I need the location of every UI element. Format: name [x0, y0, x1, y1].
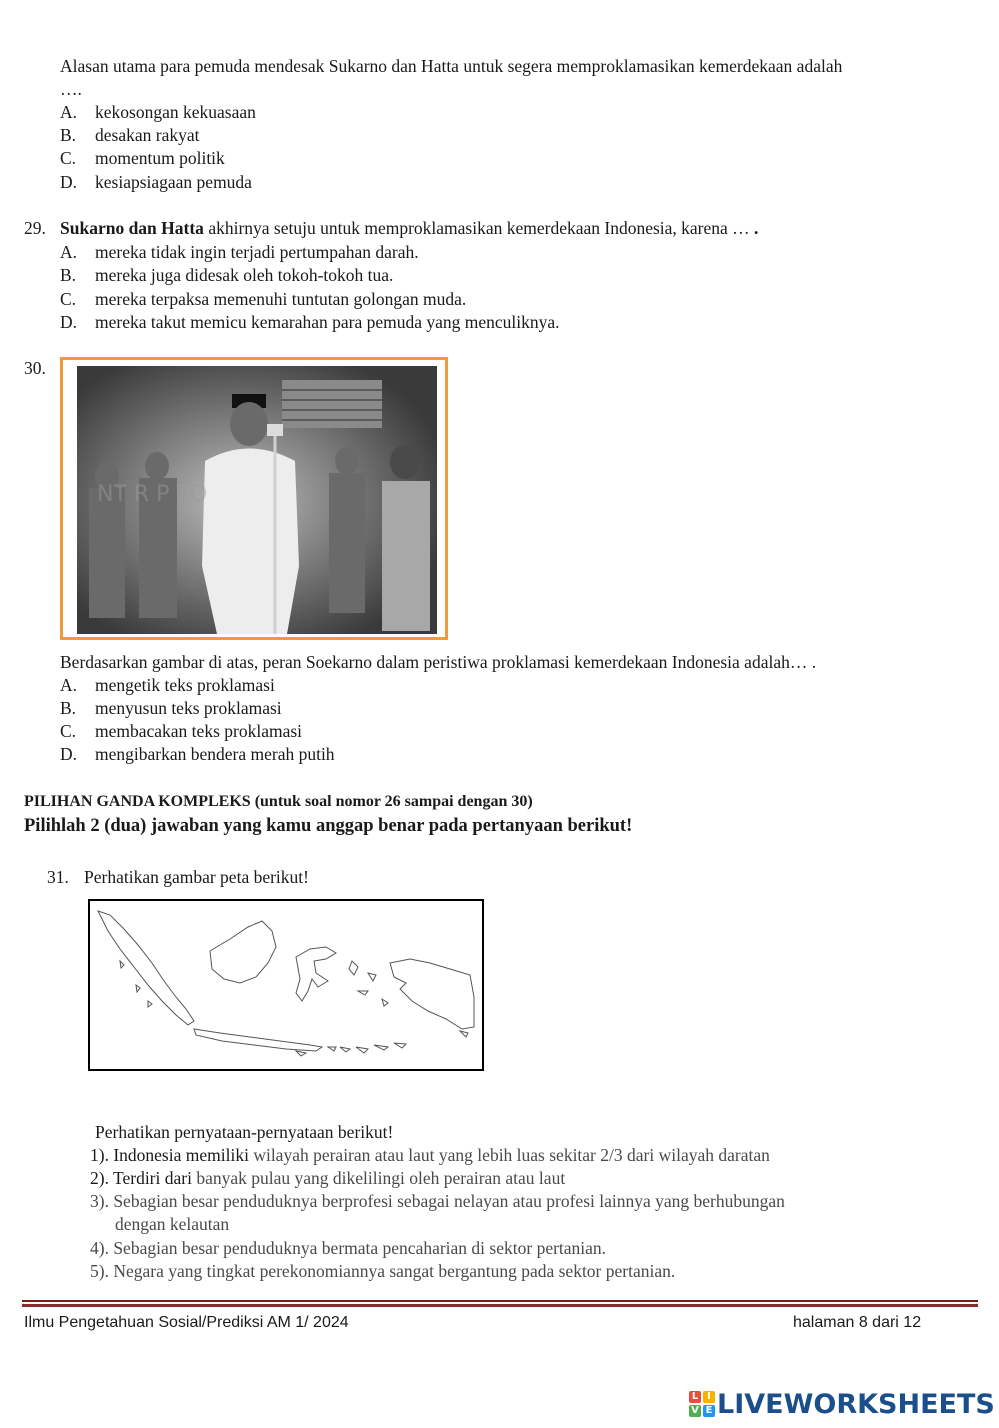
q29-option-a-text: mereka tidak ingin terjadi pertumpahan darah. — [95, 242, 419, 262]
q28-option-c-letter: C. — [60, 148, 77, 168]
q29-option-b-text: mereka juga didesak oleh tokoh-tokoh tua. — [95, 265, 394, 285]
q29-stem-bold: Sukarno dan Hatta — [60, 218, 204, 238]
q28-option-d-letter: D. — [60, 172, 78, 192]
liveworksheets-logo[interactable] — [689, 1387, 995, 1421]
q31-statement-1-rest: wilayah perairan atau laut yang lebih luas sekitar 2/3 dari wilayah daratan — [248, 1145, 770, 1165]
q28-option-a-text: kekosongan kekuasaan — [95, 102, 256, 122]
footer-page-number: halaman 8 dari 12 — [793, 1314, 922, 1331]
indonesia-map — [88, 899, 484, 1071]
liveworksheets-logo-text: LIVEWORKSHEETS — [717, 1388, 995, 1420]
q30-option-b-letter: B. — [60, 698, 77, 718]
q31-statement-2 — [90, 1167, 565, 1190]
q30-option-c-letter: C. — [60, 721, 77, 741]
q30-option-b-text: menyusun teks proklamasi — [95, 698, 282, 718]
q31-statements-intro: Perhatikan pernyataan-pernyataan berikut! — [95, 1122, 394, 1142]
q31-statement-1-prefix: 1). Indonesia memiliki — [90, 1145, 249, 1165]
q29-stem-end: . — [754, 218, 759, 238]
footer-rule-thick — [22, 1304, 978, 1307]
proclamation-photo-image — [77, 366, 437, 634]
q30-option-a-letter: A. — [60, 675, 78, 695]
q31-statement-4: 4). Sebagian besar penduduknya bermata pencaharian di sektor pertanian. — [90, 1238, 607, 1258]
q30-stem: Berdasarkan gambar di atas, peran Soekarno dalam peristiwa proklamasi kemerdekaan Indonesia adalah… . — [60, 652, 817, 672]
q28-option-d-text: kesiapsiagaan pemuda — [95, 172, 252, 192]
q30-option-d-letter: D. — [60, 744, 78, 764]
section-heading: PILIHAN GANDA KOMPLEKS (untuk soal nomor 26 sampai dengan 30) — [24, 793, 533, 810]
q29-number: 29. — [24, 218, 46, 238]
q28-stem-line1: Alasan utama para pemuda mendesak Sukarno dan Hatta untuk segera memproklamasikan kemerdekaan adalah — [60, 56, 843, 76]
q30-option-c-text: membacakan teks proklamasi — [95, 721, 303, 741]
q31-statement-2-prefix: 2). Terdiri dari — [90, 1168, 192, 1188]
q29-option-c-letter: C. — [60, 289, 77, 309]
footer-subject: Ilmu Pengetahuan Sosial/Prediksi AM 1/ 2024 — [24, 1314, 349, 1331]
q28-option-b-text: desakan rakyat — [95, 125, 200, 145]
q31-statement-5: 5). Negara yang tingkat perekonomiannya sangat bergantung pada sektor pertanian. — [90, 1261, 676, 1281]
q28-option-b-letter: B. — [60, 125, 77, 145]
q30-option-d-text: mengibarkan bendera merah putih — [95, 744, 335, 764]
indonesia-map-outline — [90, 901, 482, 1069]
q30-number: 30. — [24, 358, 46, 378]
section-instruction: Pilihlah 2 (dua) jawaban yang kamu anggap benar pada pertanyaan berikut! — [24, 816, 633, 836]
q29-option-c-text: mereka terpaksa memenuhi tuntutan golongan muda. — [95, 289, 467, 309]
proclamation-photo — [60, 357, 448, 640]
q28-option-a-letter: A. — [60, 102, 78, 122]
q31-number: 31. — [47, 867, 69, 887]
q29-option-d-text: mereka takut memicu kemarahan para pemuda yang menculiknya. — [95, 312, 560, 332]
q31-statement-1 — [90, 1144, 770, 1167]
q31-statement-2-rest: banyak pulau yang dikelilingi oleh perairan atau laut — [191, 1168, 566, 1188]
q29-option-d-letter: D. — [60, 312, 78, 332]
q29-stem-rest: akhirnya setuju untuk memproklamasikan kemerdekaan Indonesia, karena … — [203, 218, 755, 238]
q30-option-a-text: mengetik teks proklamasi — [95, 675, 275, 695]
q29-option-b-letter: B. — [60, 265, 77, 285]
liveworksheets-logo-icon: L I V E — [689, 1391, 715, 1417]
svg-text:NT R P TO: NT R P TO — [97, 482, 208, 507]
q31-stem: Perhatikan gambar peta berikut! — [84, 867, 309, 887]
footer-rule-thin — [22, 1300, 978, 1302]
q29-option-a-letter: A. — [60, 242, 78, 262]
q31-statement-3: 3). Sebagian besar penduduknya berprofesi sebagai nelayan atau profesi lainnya yang berhubungan — [90, 1191, 785, 1211]
q28-stem-line2: …. — [60, 79, 82, 99]
q31-statement-3-cont: dengan kelautan — [115, 1214, 230, 1234]
q29-stem — [60, 217, 758, 240]
q28-option-c-text: momentum politik — [95, 148, 225, 168]
